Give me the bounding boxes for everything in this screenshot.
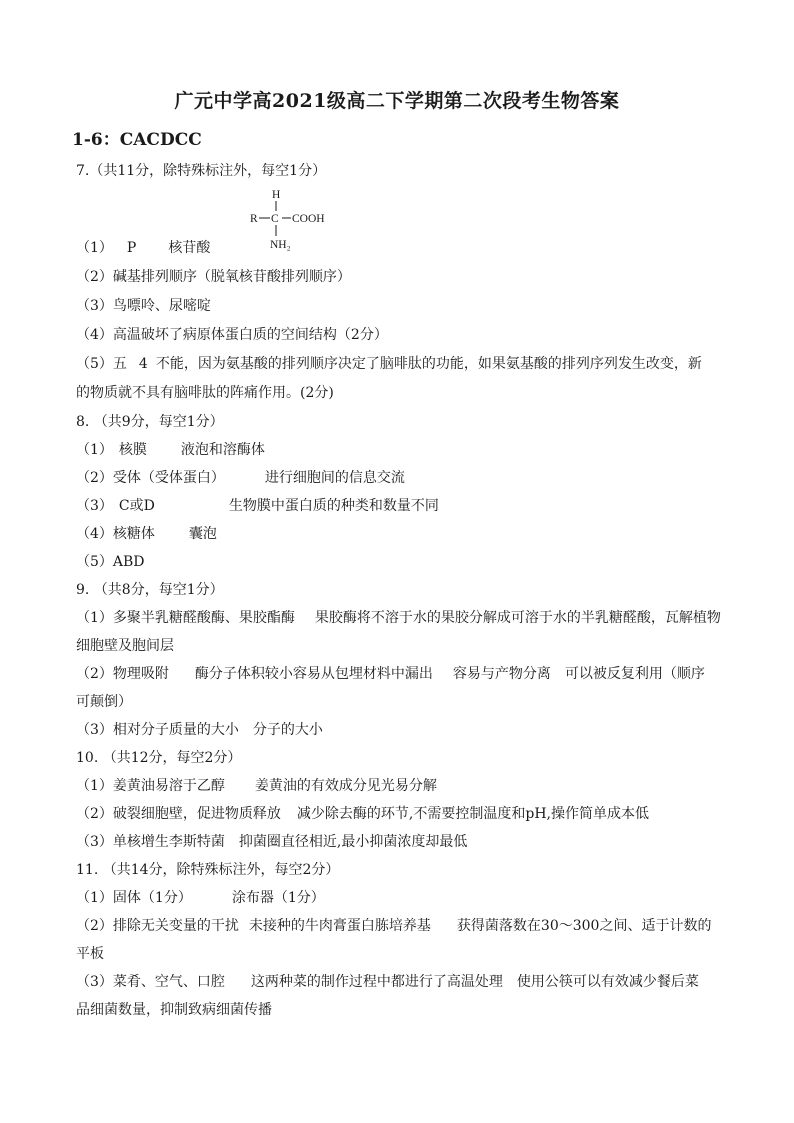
q7-answer-4: （4）高温破坏了病原体蛋白质的空间结构（2分） <box>76 327 388 343</box>
q8-a1-a: 核膜 <box>118 442 147 458</box>
q8-a4-b: 囊泡 <box>188 526 217 542</box>
structure-nh2: NH₂ <box>270 239 291 251</box>
q11-a2-a: （2）排除无关变量的干扰 <box>76 918 239 934</box>
q11-header: 11. （共14分，除特殊标注外，每空2分） <box>76 862 340 878</box>
q11-answer-3-cont: 品细菌数量，抑制致病细菌传播 <box>76 1002 272 1018</box>
structure-c: C <box>271 213 279 225</box>
q10-answer-1 <box>76 777 437 795</box>
q7-header: 7.（共11分，除特殊标注外，每空1分） <box>76 163 327 179</box>
q8-answer-5: （5）ABD <box>76 554 145 570</box>
q9-answer-1 <box>76 609 721 627</box>
q8-answer-2 <box>76 469 405 487</box>
q8-a3-b: 生物膜中蛋白质的种类和数量不同 <box>228 498 439 514</box>
q9-answer-1-cont: 细胞壁及胞间层 <box>76 638 174 654</box>
q10-a1-b: 姜黄油的有效成分见光易分解 <box>254 778 437 794</box>
q10-a2-a: （2）破裂细胞壁，促进物质释放 <box>76 806 281 822</box>
q9-answer-2-cont: 可颠倒） <box>76 694 132 710</box>
q11-answer-2-cont: 平板 <box>76 946 104 962</box>
q8-a4-a: （4）核糖体 <box>76 526 155 542</box>
q10-a1-a: （1）姜黄油易溶于乙醇 <box>76 778 225 794</box>
q9-a2-a: （2）物理吸附 <box>76 666 169 682</box>
q8-answer-1 <box>76 441 265 459</box>
q10-header: 10. （共12分，每空2分） <box>76 750 242 766</box>
q9-answer-3 <box>76 721 323 739</box>
q9-a3-b: 分子的大小 <box>252 722 323 738</box>
q7-answer-5 <box>76 355 702 373</box>
q7-a5-c: 不能，因为氨基酸的排列顺序决定了脑啡肽的功能，如果氨基酸的排列序列发生改变，新 <box>155 356 702 372</box>
q9-a2-d: 可以被反复利用（顺序 <box>564 666 705 682</box>
structure-r: R <box>250 213 258 225</box>
q9-a1-b: 果胶酶将不溶于水的果胶分解成可溶于水的半乳糖醛酸，瓦解植物 <box>314 610 721 626</box>
q9-header: 9. （共8分，每空1分） <box>76 582 224 598</box>
q8-answer-4 <box>76 525 217 543</box>
q11-answer-1 <box>76 889 325 907</box>
q7-answer-1 <box>76 239 210 257</box>
structure-cooh: COOH <box>292 213 325 225</box>
q7-a1-p: P <box>126 240 137 256</box>
page-title: 广元中学高2021级高二下学期第二次段考生物答案 <box>174 90 620 112</box>
q7-a1-b: 核苷酸 <box>168 240 211 256</box>
q8-a3-num: （3） <box>76 498 113 514</box>
q11-a1-b: 涂布器（1分） <box>231 890 325 906</box>
q8-a1-b: 液泡和溶酶体 <box>180 442 265 458</box>
q9-a3-a: （3）相对分子质量的大小 <box>76 722 239 738</box>
q8-a1-num: （1） <box>76 442 113 458</box>
q11-a1-a: （1）固体（1分） <box>76 890 192 906</box>
q8-a3-a: C或D <box>118 498 155 514</box>
q11-a2-c: 获得菌落数在30～300之间、适于计数的 <box>456 918 712 934</box>
q8-a2-a: （2）受体（受体蛋白） <box>76 470 225 486</box>
q11-a3-b: 这两种菜的制作过程中都进行了高温处理 <box>250 974 503 990</box>
q7-answer-2: （2）碱基排列顺序（脱氧核苷酸排列顺序） <box>76 269 351 285</box>
q11-a3-c: 使用公筷可以有效减少餐后菜 <box>516 974 699 990</box>
q10-a3-b: 抑菌圈直径相近,最小抑菌浓度却最低 <box>238 834 468 850</box>
amino-acid-structure <box>246 186 346 256</box>
q8-header: 8. （共9分，每空1分） <box>76 414 224 430</box>
structure-h: H <box>272 189 281 201</box>
q10-answer-3 <box>76 833 467 851</box>
q7-answer-3: （3）鸟嘌呤、尿嘧啶 <box>76 298 211 314</box>
q11-answer-3 <box>76 973 699 991</box>
q8-a2-b: 进行细胞间的信息交流 <box>264 470 405 486</box>
q7-a1-num: （1） <box>76 240 113 256</box>
q9-a1-a: （1）多聚半乳糖醛酸酶、果胶酯酶 <box>76 610 295 626</box>
q7-a5-num: （5）五 <box>76 356 127 372</box>
q8-answer-3 <box>76 497 439 515</box>
q11-a3-a: （3）菜肴、空气、口腔 <box>76 974 225 990</box>
choice-answers: 1-6：CACDCC <box>72 130 202 150</box>
q11-answer-2 <box>76 917 711 935</box>
q7-answer-5-cont: 的物质就不具有脑啡肽的阵痛作用。(2分) <box>76 385 334 401</box>
q10-a3-a: （3）单核增生李斯特菌 <box>76 834 225 850</box>
q11-a2-b: 未接种的牛肉膏蛋白胨培养基 <box>248 918 431 934</box>
q7-a5-b: 4 <box>138 356 148 372</box>
q10-answer-2 <box>76 805 649 823</box>
q9-a2-b: 酶分子体积较小容易从包埋材料中漏出 <box>194 666 433 682</box>
q9-answer-2 <box>76 665 705 683</box>
q10-a2-b: 减少除去酶的环节,不需要控制温度和pH,操作简单成本低 <box>296 806 649 822</box>
q9-a2-c: 容易与产物分离 <box>452 666 551 682</box>
